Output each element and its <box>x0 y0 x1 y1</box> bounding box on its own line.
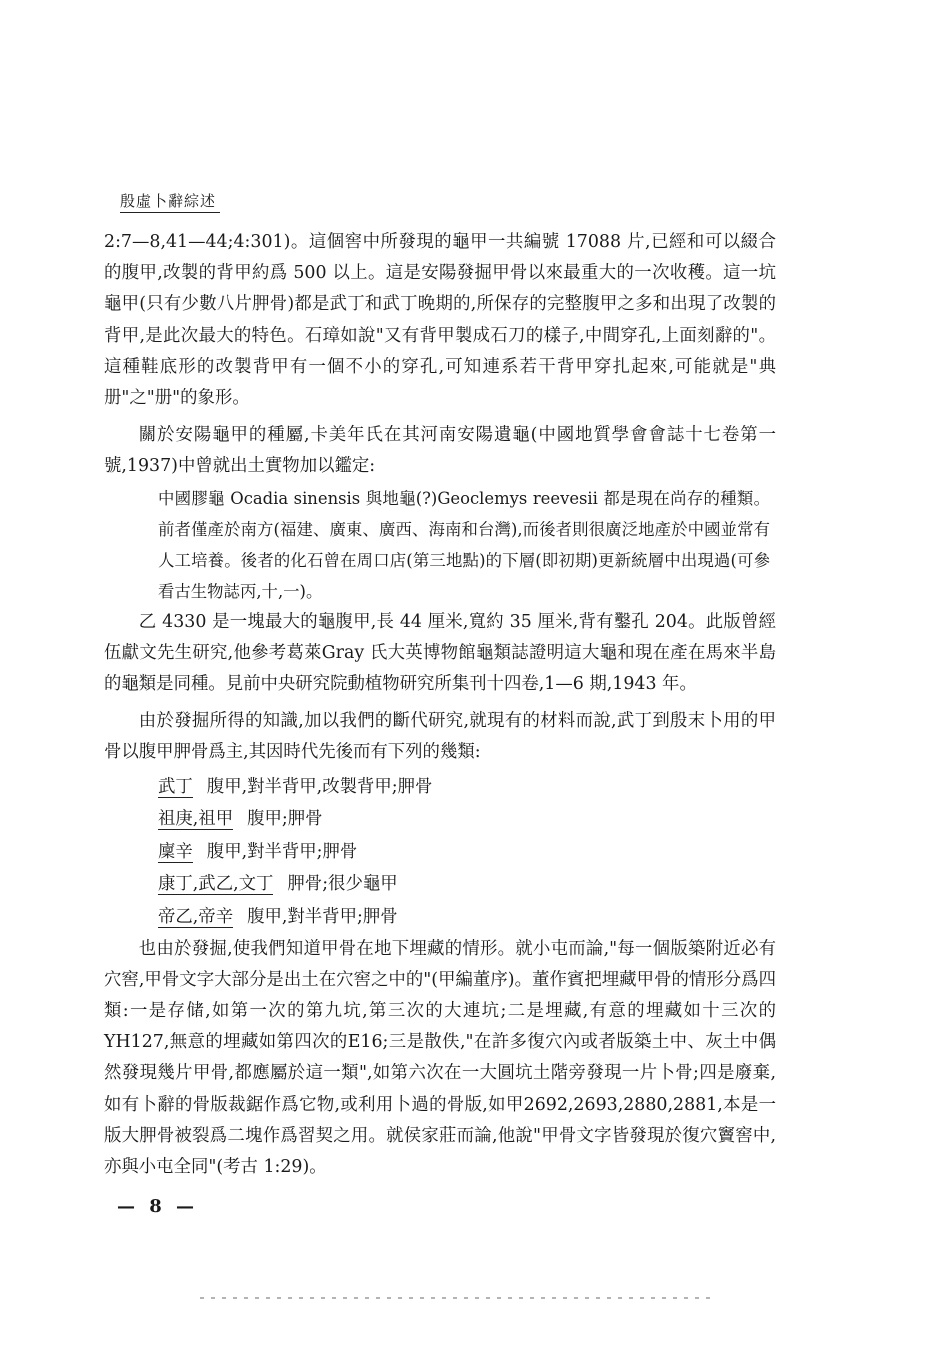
list-item <box>104 836 776 869</box>
list-item <box>104 868 776 901</box>
period-rulers: 帝乙,帝辛 <box>158 907 234 928</box>
paragraph-4: 由於發掘所得的知識,加以我們的斷代研究,就現有的材料而說,武丁到殷末卜用的甲骨以腹甲胛骨爲主,其因時代先後而有下列的幾類: <box>104 711 776 763</box>
paragraph-3: 乙 4330 是一塊最大的龜腹甲,長 44 厘米,寬約 35 厘米,背有鑿孔 204。此版曾經伍獻文先生研究,他參考葛萊Gray 氏大英博物館龜類誌證明這大龜和現在產在馬來半島的龜類是同種。見前中央研究院動植物研究所集刊十四卷,1—6 期,1943 年。 <box>104 611 776 695</box>
period-rulers: 廩辛 <box>158 841 193 862</box>
page-number: — 8 — <box>117 1196 199 1217</box>
period-materials: 腹甲,對半背甲,改製背甲;胛骨 <box>206 776 433 797</box>
period-rulers: 祖庚,祖甲 <box>158 809 234 830</box>
period-materials: 腹甲;胛骨 <box>247 809 323 830</box>
period-rulers: 康丁,武乙,文丁 <box>158 874 274 895</box>
body-text <box>104 227 776 1183</box>
list-item <box>104 803 776 836</box>
period-materials: 腹甲,對半背甲;胛骨 <box>206 841 358 862</box>
period-materials: 胛骨;很少龜甲 <box>287 874 398 895</box>
list-item <box>104 771 776 804</box>
block-quote: 中國膠龜 Ocadia sinensis 與地龜(?)Geoclemys reevesii 都是現在尚存的種類。前者僅產於南方(福建、廣東、廣西、海南和台灣),而後者則很廣泛地產於中國並常有人工培養。後者的化石曾在周口店(第三地點)的下層(即初期)更新統層中出現過(可參看古生物誌丙,十,一)。 <box>158 488 770 601</box>
scan-edge-divider <box>200 1297 710 1299</box>
list-item <box>104 901 776 934</box>
running-head: 殷虛卜辭綜述 <box>120 190 220 213</box>
period-materials: 腹甲,對半背甲;胛骨 <box>247 907 398 928</box>
period-list <box>104 771 776 934</box>
period-rulers: 武丁 <box>158 776 193 797</box>
paragraph-1: 2:7—8,41—44;4:301)。這個窖中所發現的龜甲一共編號 17088 片,已經和可以綴合的腹甲,改製的背甲約爲 500 以上。這是安陽發掘甲骨以來最重大的一次收穫。這一坑龜甲(只有少數八片胛骨)都是武丁和武丁晚期的,所保存的完整腹甲之多和出現了改製的背甲,是此次最大的特色。石璋如說"又有背甲製成石刀的樣子,中間穿孔,上面刻辭的"。這種鞋底形的改製背甲有一個不小的穿孔,可知連系若干背甲穿扎起來,可能就是"典册"之"册"的象形。 <box>104 232 776 409</box>
paragraph-2: 關於安陽龜甲的種屬,卡美年氏在其河南安陽遺龜(中國地質學會會誌十七卷第一號,1937)中曾就出土實物加以鑑定: <box>104 425 776 477</box>
paragraph-5: 也由於發掘,使我們知道甲骨在地下埋藏的情形。就小屯而論,"每一個版築附近必有穴窖,甲骨文字大部分是出土在穴窖之中的"(甲編董序)。董作賓把埋藏甲骨的情形分爲四類:一是存储,如第一次的第九坑,第三次的大連坑;二是埋藏,有意的埋藏如十三次的YH127,無意的埋藏如第四次的E16;三是散佚,"在許多復穴內或者版築土中、灰土中偶然發現幾片甲骨,都應屬於這一類",如第六次在一大圓坑土階旁發現一片卜骨;四是廢棄,如有卜辭的骨版裁鋸作爲它物,或利用卜過的骨版,如甲2692,2693,2880,2881,本是一版大胛骨被裂爲二塊作爲習契之用。就侯家莊而論,他說"甲骨文字皆發現於復穴竇窖中,亦與小屯全同"(考古 1:29)。 <box>104 938 776 1178</box>
